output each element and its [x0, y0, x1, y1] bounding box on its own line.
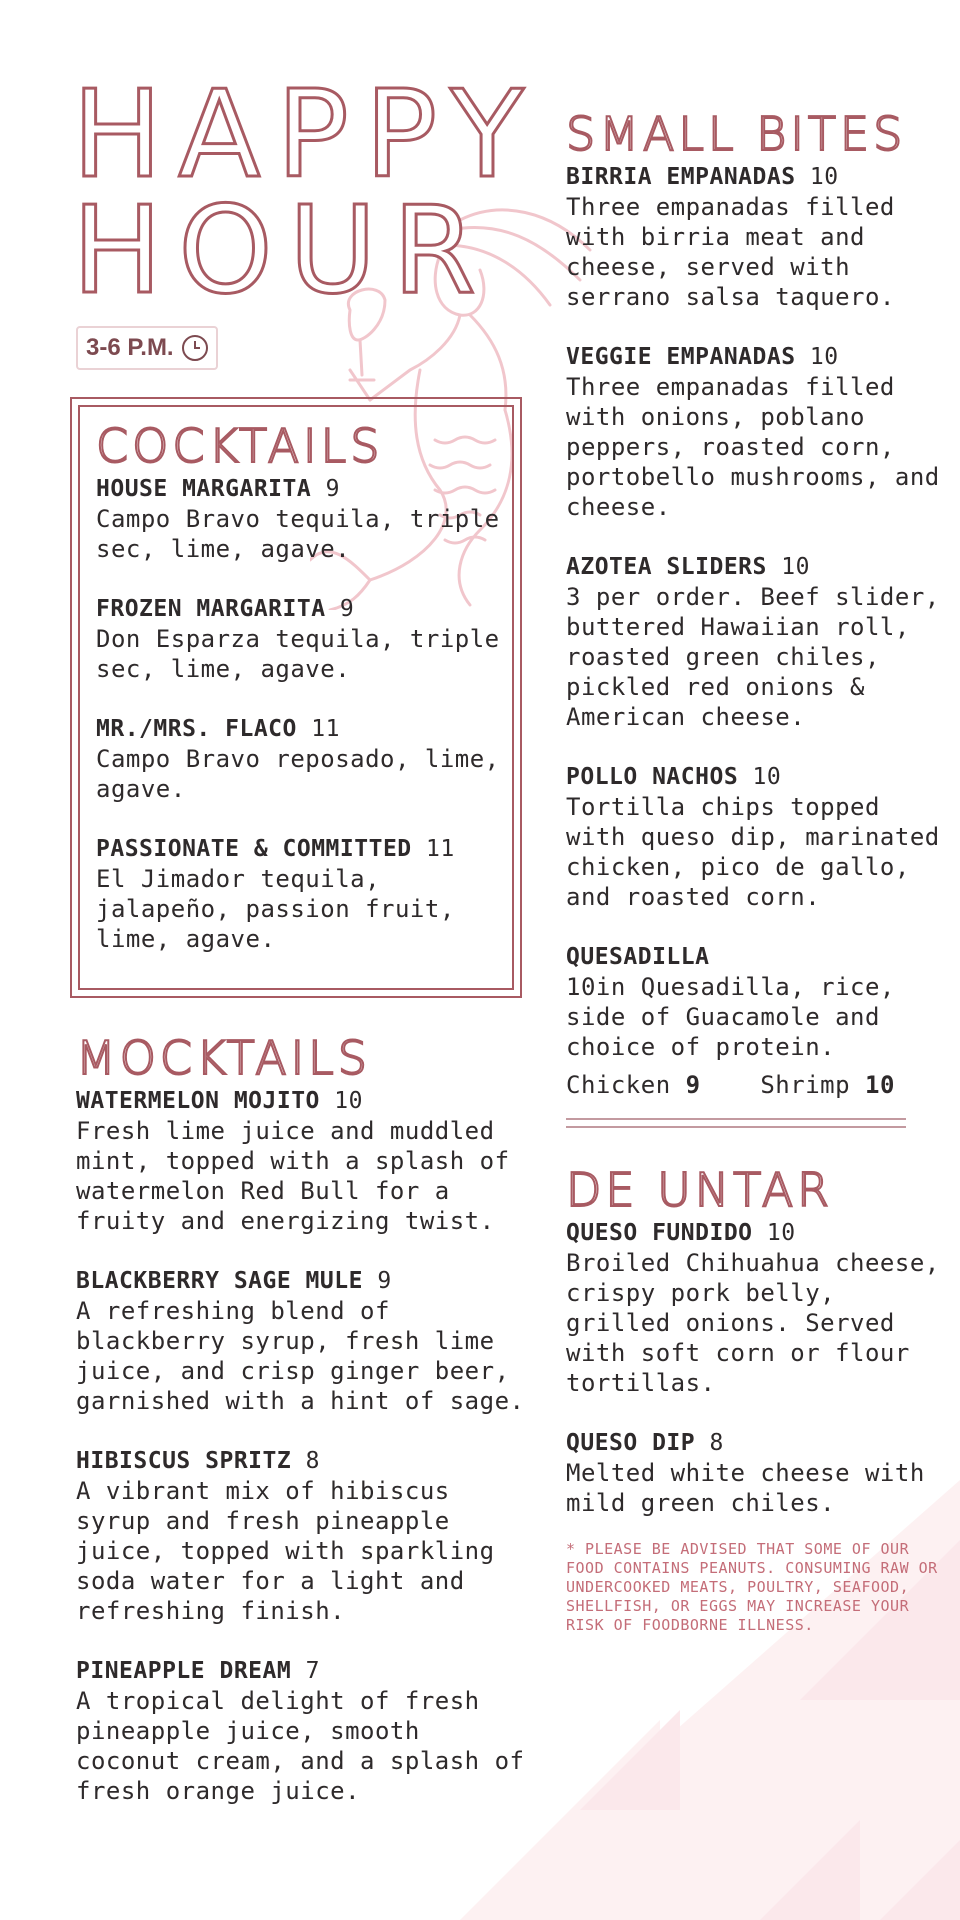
item-description: 10in Quesadilla, rice, side of Guacamole and choice of protein.: [566, 973, 895, 1061]
item-description: Broiled Chihuahua cheese, crispy pork belly, grilled onions. Served with soft corn or flour tortillas.: [566, 1249, 940, 1397]
item-name: AZOTEA SLIDERS: [566, 554, 767, 580]
item-price: 10: [781, 554, 810, 580]
item-description: A refreshing blend of blackberry syrup, fresh lime juice, and crisp ginger beer, garnished with a hint of sage.: [76, 1297, 525, 1415]
option-price: 9: [685, 1071, 701, 1099]
item-price: 9: [377, 1268, 392, 1294]
menu-item: [76, 1446, 526, 1626]
item-price: 8: [709, 1430, 724, 1456]
menu-item: [566, 1218, 946, 1398]
allergy-disclaimer: * PLEASE BE ADVISED THAT SOME OF OUR FOOD CONTAINS PEANUTS. CONSUMING RAW OR UNDERCOOKED MEATS, POULTRY, SEAFOOD, SHELLFISH, OR EGGS MAY INCREASE YOUR RISK OF FOODBORNE ILLNESS.: [566, 1540, 938, 1634]
menu-item: [96, 474, 506, 564]
menu-item: [96, 714, 506, 804]
item-description: Three empanadas filled with onions, poblano peppers, roasted corn, portobello mushrooms, and cheese.: [566, 373, 940, 521]
item-name: WATERMELON MOJITO: [76, 1088, 320, 1114]
item-name: VEGGIE EMPANADAS: [566, 344, 796, 370]
menu-item: [566, 1428, 946, 1518]
small-bites-section: [566, 106, 946, 1635]
option-label: Chicken: [566, 1071, 671, 1099]
menu-item-quesadilla: [566, 942, 946, 1100]
section-divider: [566, 1118, 906, 1128]
item-name: QUESO FUNDIDO: [566, 1220, 753, 1246]
hours-badge: [76, 326, 218, 370]
item-price: 9: [325, 476, 340, 502]
item-name: POLLO NACHOS: [566, 764, 739, 790]
happy-hour-title: [72, 66, 540, 321]
item-price: 9: [339, 596, 355, 622]
item-description: Campo Bravo reposado, lime, agave.: [96, 745, 500, 803]
item-name: BIRRIA EMPANADAS: [566, 164, 796, 190]
menu-item: [76, 1086, 526, 1236]
item-price: 7: [305, 1658, 320, 1684]
cocktails-title: COCKTAILS: [96, 419, 384, 473]
item-name: FROZEN MARGARITA: [96, 596, 326, 622]
item-description: El Jimador tequila, jalapeño, passion fruit, lime, agave.: [96, 865, 455, 953]
item-description: A vibrant mix of hibiscus syrup and fresh pineapple juice, topped with sparkling soda water for a light and refreshing finish.: [76, 1477, 495, 1625]
item-price: 10: [334, 1088, 363, 1114]
item-name: PASSIONATE & COMMITTED: [96, 836, 412, 862]
menu-item: [566, 162, 946, 312]
item-name: BLACKBERRY SAGE MULE: [76, 1268, 363, 1294]
item-description: Don Esparza tequila, triple sec, lime, agave.: [96, 625, 500, 683]
item-name: HOUSE MARGARITA: [96, 476, 312, 502]
item-name: QUESO DIP: [566, 1430, 696, 1456]
item-price: 10: [809, 344, 839, 370]
item-price: 10: [766, 1220, 796, 1246]
mocktails-section: [76, 1030, 526, 1836]
item-price: 10: [809, 164, 839, 190]
option-label: Shrimp: [760, 1071, 851, 1099]
item-description: 3 per order. Beef slider, buttered Hawaiian roll, roasted green chiles, pickled red onions & American cheese.: [566, 583, 940, 731]
protein-options: [566, 1070, 946, 1100]
item-description: Three empanadas filled with birria meat and cheese, served with serrano salsa taquero.: [566, 193, 895, 311]
mocktails-title: MOCKTAILS: [76, 1031, 371, 1085]
menu-item: [76, 1656, 526, 1806]
item-name: HIBISCUS SPRITZ: [76, 1448, 292, 1474]
item-description: Campo Bravo tequila, triple sec, lime, agave.: [96, 505, 500, 563]
menu-item: [76, 1266, 526, 1416]
title-line-hour: HOUR: [72, 182, 492, 321]
de-untar-title: DE UNTAR: [566, 1163, 834, 1217]
hours-text: 3-6 P.M.: [86, 334, 174, 361]
item-price: 10: [752, 764, 782, 790]
title-line-happy: HAPPY: [72, 66, 540, 205]
menu-item: [96, 594, 506, 684]
menu-item: [566, 342, 946, 522]
item-price: 11: [311, 716, 340, 742]
option-price: 10: [865, 1071, 895, 1099]
menu-item: [566, 552, 946, 732]
small-bites-title: SMALL BITES: [566, 107, 907, 161]
item-price: 8: [305, 1448, 320, 1474]
item-description: A tropical delight of fresh pineapple juice, smooth coconut cream, and a splash of fresh orange juice.: [76, 1687, 525, 1805]
item-price: 11: [426, 836, 455, 862]
cocktails-section: [96, 418, 506, 954]
item-name: MR./MRS. FLACO: [96, 716, 297, 742]
item-name: QUESADILLA: [566, 944, 710, 970]
item-description: Tortilla chips topped with queso dip, marinated chicken, pico de gallo, and roasted corn.: [566, 793, 940, 911]
menu-item: [96, 834, 506, 954]
clock-icon: [182, 335, 208, 361]
item-description: Melted white cheese with mild green chiles.: [566, 1459, 925, 1517]
item-description: Fresh lime juice and muddled mint, topped with a splash of watermelon Red Bull for a fruity and energizing twist.: [76, 1117, 510, 1235]
item-name: PINEAPPLE DREAM: [76, 1658, 292, 1684]
menu-item: [566, 762, 946, 912]
